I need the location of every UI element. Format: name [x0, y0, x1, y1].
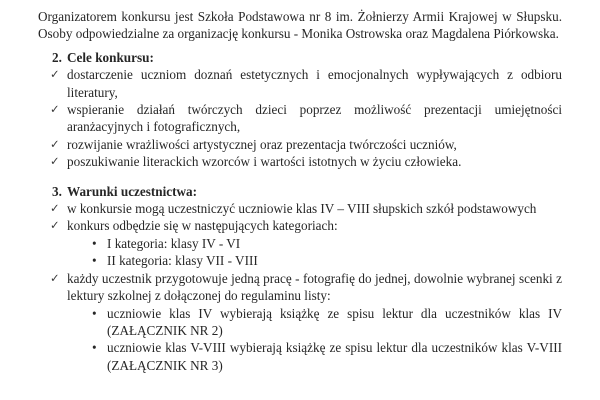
list-item	[38, 136, 562, 153]
section-heading-3	[38, 183, 562, 200]
sub-list-item-text: I kategoria: klasy IV - VI	[107, 235, 241, 251]
list-item-text: konkurs odbędzie się w następujących kategoriach:	[67, 218, 338, 234]
check-icon: ✓	[50, 202, 60, 216]
dot-icon: •	[92, 340, 97, 356]
sub-list-item	[38, 235, 562, 252]
check-icon: ✓	[50, 271, 60, 285]
list-item-text: każdy uczestnik przygotowuje jedną pracę - fotografię do jednej, dowolnie wybranej scenki z lektury szkolnej z dołączonej do regulaminu listy:	[67, 270, 562, 304]
list-item	[38, 101, 562, 136]
sub-list-item-text: uczniowie klas IV wybierają książkę ze spisu lektur dla uczestników klas IV (ZAŁĄCZNIK NR 2)	[107, 305, 562, 338]
list-item	[38, 200, 562, 217]
sub-list-item-text: uczniowie klas V-VIII wybierają książkę ze spisu lektur dla uczestników klas V-VIII (ZAŁĄCZNIK NR 3)	[107, 340, 562, 373]
dot-icon: •	[92, 235, 97, 251]
sub-list-item-text: II kategoria: klasy VII - VIII	[107, 253, 258, 269]
list-item	[38, 270, 562, 305]
check-icon: ✓	[50, 103, 60, 117]
section-title: Warunki uczestnictwa:	[67, 183, 198, 199]
list-item	[38, 153, 562, 170]
sub-list-item	[38, 339, 562, 374]
list-item-text: dostarczenie uczniom doznań estetycznych i emocjonalnych wypływających z odbioru literatury,	[67, 67, 562, 100]
check-icon: ✓	[50, 68, 60, 82]
sub-list-item	[38, 252, 562, 269]
check-icon: ✓	[50, 155, 60, 169]
section-heading-2	[38, 49, 562, 66]
section-number: 2.	[52, 49, 62, 65]
spacer	[38, 171, 562, 183]
intro-paragraph: Organizatorem konkursu jest Szkoła Podstawowa nr 8 im. Żołnierzy Armii Krajowej w Słupsku. Osoby odpowiedzialne za organizację konkursu - Monika Ostrowska oraz Magdalena Piórkowska.	[38, 9, 562, 42]
check-icon: ✓	[50, 219, 60, 233]
list-item-text: w konkursie mogą uczestniczyć uczniowie klas IV – VIII słupskich szkół podstawowych	[67, 201, 537, 217]
list-item	[38, 66, 562, 101]
sub-list-item	[38, 305, 562, 340]
dot-icon: •	[92, 305, 97, 321]
section-number: 3.	[52, 183, 62, 199]
section-title: Cele konkursu:	[67, 49, 154, 65]
list-item	[38, 217, 562, 234]
list-item-text: poszukiwanie literackich wzorców i wartości istotnych w życiu człowieka.	[67, 154, 462, 170]
dot-icon: •	[92, 253, 97, 269]
check-icon: ✓	[50, 137, 60, 151]
list-item-text: rozwijanie wrażliwości artystycznej oraz prezentacja twórczości uczniów,	[67, 136, 457, 152]
list-item-text: wspieranie działań twórczych dzieci poprzez możliwość prezentacji umiejętności aranżacyjnych i fotograficznych,	[67, 102, 562, 135]
